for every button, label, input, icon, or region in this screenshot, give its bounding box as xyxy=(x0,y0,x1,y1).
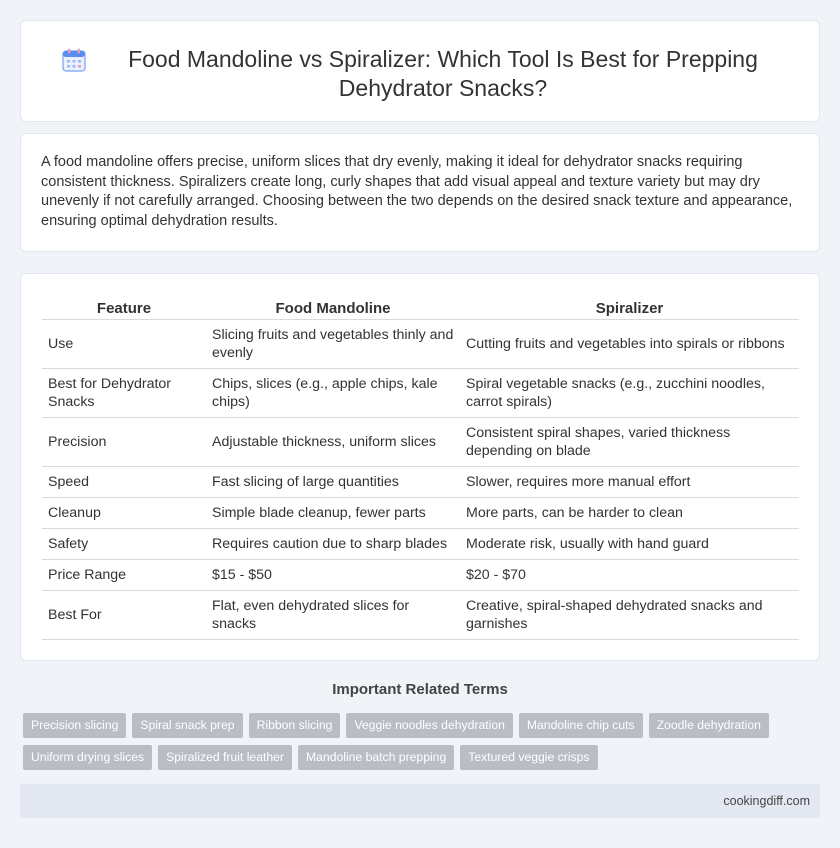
table-row xyxy=(42,466,799,497)
term-tag[interactable]: Ribbon slicing xyxy=(249,713,341,738)
term-tag[interactable]: Mandoline batch prepping xyxy=(298,745,454,770)
mandoline-cell: Adjustable thickness, uniform slices xyxy=(206,417,460,466)
term-tag[interactable]: Mandoline chip cuts xyxy=(519,713,643,738)
term-tag[interactable]: Uniform drying slices xyxy=(23,745,152,770)
title-card xyxy=(20,20,820,122)
mandoline-cell: Fast slicing of large quantities xyxy=(206,466,460,497)
table-row xyxy=(42,590,799,639)
feature-cell: Safety xyxy=(42,528,206,559)
table-header-row xyxy=(42,295,799,319)
table-row xyxy=(42,528,799,559)
mandoline-cell: Chips, slices (e.g., apple chips, kale chips) xyxy=(206,368,460,417)
spiralizer-cell: Slower, requires more manual effort xyxy=(460,466,799,497)
feature-cell: Precision xyxy=(42,417,206,466)
spiralizer-cell: Consistent spiral shapes, varied thickness depending on blade xyxy=(460,417,799,466)
spiralizer-cell: Creative, spiral-shaped dehydrated snacks and garnishes xyxy=(460,590,799,639)
intro-card xyxy=(20,133,820,252)
related-terms-title: Important Related Terms xyxy=(332,681,508,698)
header-spiralizer: Spiralizer xyxy=(460,295,799,319)
table-row xyxy=(42,559,799,590)
comparison-card xyxy=(20,273,820,661)
term-tag[interactable]: Textured veggie crisps xyxy=(460,745,597,770)
spiralizer-cell: More parts, can be harder to clean xyxy=(460,497,799,528)
mandoline-cell: Requires caution due to sharp blades xyxy=(206,528,460,559)
feature-cell: Best for Dehydrator Snacks xyxy=(42,368,206,417)
feature-cell: Cleanup xyxy=(42,497,206,528)
site-name[interactable]: cookingdiff.com xyxy=(723,794,810,808)
term-tag[interactable]: Precision slicing xyxy=(23,713,126,738)
table-row xyxy=(42,497,799,528)
comparison-table xyxy=(42,295,799,640)
term-tag[interactable]: Spiral snack prep xyxy=(132,713,242,738)
feature-cell: Use xyxy=(42,319,206,368)
table-row xyxy=(42,368,799,417)
footer xyxy=(20,784,820,818)
intro-paragraph: A food mandoline offers precise, uniform slices that dry evenly, making it ideal for dehydrator snacks requiring consistent thickness. Spiralizers create long, curly shapes that add visual appeal and texture variety but may dry unevenly if not carefully arranged. Choosing between the two depends on the desired snack texture and appearance, ensuring optimal dehydration results. xyxy=(41,154,793,229)
mandoline-cell: Slicing fruits and vegetables thinly and evenly xyxy=(206,319,460,368)
spiralizer-cell: Moderate risk, usually with hand guard xyxy=(460,528,799,559)
mandoline-cell: Simple blade cleanup, fewer parts xyxy=(206,497,460,528)
header-food-mandoline: Food Mandoline xyxy=(206,295,460,319)
related-terms-list xyxy=(23,713,823,770)
feature-cell: Price Range xyxy=(42,559,206,590)
mandoline-cell: Flat, even dehydrated slices for snacks xyxy=(206,590,460,639)
table-row xyxy=(42,417,799,466)
calendar-icon xyxy=(61,47,87,73)
spiralizer-cell: Spiral vegetable snacks (e.g., zucchini noodles, carrot spirals) xyxy=(460,368,799,417)
term-tag[interactable]: Zoodle dehydration xyxy=(649,713,769,738)
header-feature: Feature xyxy=(42,295,206,319)
term-tag[interactable]: Veggie noodles dehydration xyxy=(346,713,512,738)
feature-cell: Speed xyxy=(42,466,206,497)
page-title: Food Mandoline vs Spiralizer: Which Tool Is Best for Prepping Dehydrator Snacks? xyxy=(128,46,758,101)
spiralizer-cell: $20 - $70 xyxy=(460,559,799,590)
term-tag[interactable]: Spiralized fruit leather xyxy=(158,745,292,770)
mandoline-cell: $15 - $50 xyxy=(206,559,460,590)
table-row xyxy=(42,319,799,368)
spiralizer-cell: Cutting fruits and vegetables into spirals or ribbons xyxy=(460,319,799,368)
feature-cell: Best For xyxy=(42,590,206,639)
